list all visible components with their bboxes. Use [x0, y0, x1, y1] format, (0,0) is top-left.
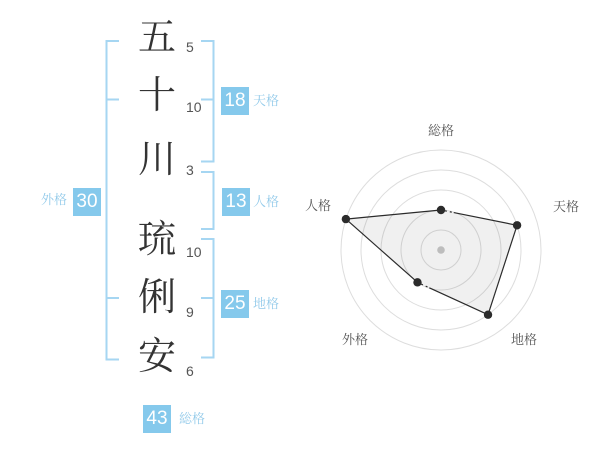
stroke-count: 5: [186, 39, 194, 55]
tenkaku-score-badge: [221, 87, 249, 115]
chikaku-score-badge: [221, 290, 249, 318]
name-char: 安: [137, 336, 176, 378]
jinkaku-score: 13: [225, 191, 247, 212]
gaikaku-bracket: [107, 41, 120, 360]
name-char: 琉: [137, 219, 176, 261]
gaikaku-score: 30: [76, 191, 98, 212]
radar-axis-jinkaku: 人格: [304, 198, 331, 213]
stroke-count: 3: [186, 162, 194, 178]
chikaku-score: 25: [224, 293, 246, 314]
name-char: 五: [137, 17, 176, 59]
gaikaku-score-badge: [73, 188, 101, 216]
name-char: 川: [137, 139, 176, 181]
radar-axis-soukaku: 総格: [427, 123, 454, 138]
gaikaku-label: 外格: [41, 192, 68, 207]
stroke-count: 9: [186, 304, 194, 320]
soukaku-score-badge: [143, 405, 171, 433]
name-char: 俐: [137, 277, 176, 319]
stroke-count: 10: [186, 244, 202, 260]
radar-axis-gaikaku: 外格: [341, 332, 368, 347]
jinkaku-bracket: [201, 172, 214, 229]
name-char: 十: [137, 75, 176, 117]
jinkaku-score-badge: [222, 188, 250, 216]
soukaku-label: 総格: [179, 411, 206, 426]
jinkaku-label: 人格: [253, 194, 280, 209]
chikaku-label: 地格: [253, 296, 280, 311]
tenkaku-score: 18: [224, 90, 246, 111]
stroke-count: 10: [186, 99, 202, 115]
radar-axis-chikaku: 地格: [510, 332, 537, 347]
soukaku-score: 43: [146, 408, 168, 429]
stroke-count: 6: [186, 363, 194, 379]
radar-axis-tenkaku: 天格: [552, 199, 579, 214]
tenkaku-label: 天格: [253, 93, 280, 108]
